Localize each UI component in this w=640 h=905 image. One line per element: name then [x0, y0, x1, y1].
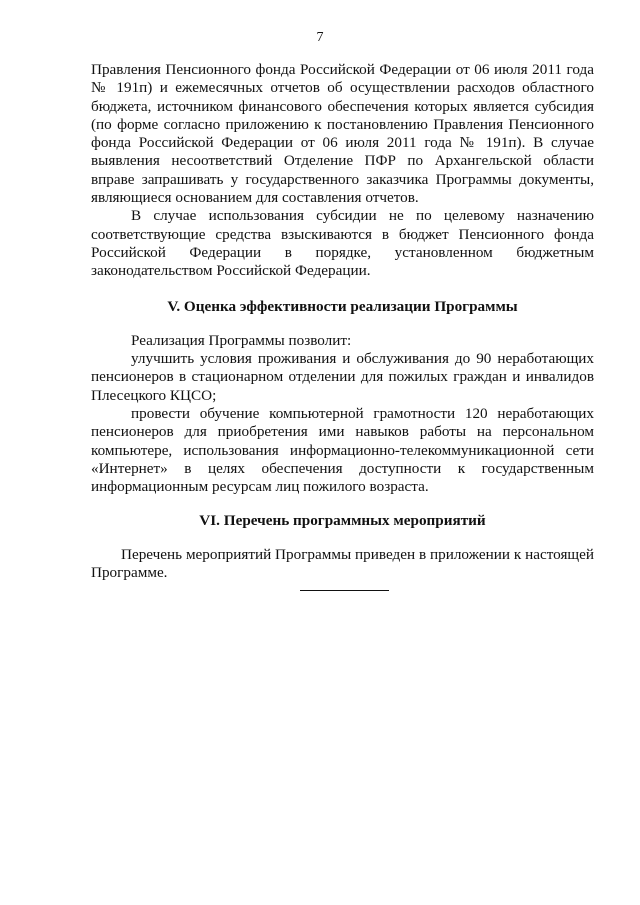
paragraph-activities-list: Перечень мероприятий Программы приведен в приложении к настоящей Программе. — [91, 545, 594, 582]
paragraph-program-allows: Реализация Программы позволит: — [131, 331, 352, 349]
separator-line — [300, 590, 389, 591]
document-body — [91, 61, 594, 582]
paragraph-subsidy-misuse: В случае использования субсидии не по целевому назначению соответствующие средства взыскиваются в бюджет Пенсионного фонда Российской Федерации в порядке, установленном бюджетным законодательством Российской Федерации. — [91, 207, 594, 280]
section-heading-efficiency: V. Оценка эффективности реализации Программы — [167, 297, 518, 315]
paragraph-improve-conditions: улучшить условия проживания и обслуживания до 90 неработающих пенсионеров в стационарном отделении для пожилых граждан и инвалидов Плесецкого КЦСО; — [91, 350, 594, 404]
paragraph-computer-training: провести обучение компьютерной грамотности 120 неработающих пенсионеров для приобретения ими навыков работы на персональном компьютере, использования информационно-телекоммуникационной сети «Интернет» в целях обеспечения доступности к государственным информационным ресурсам лиц пожилого возраста. — [91, 405, 594, 496]
paragraph-report-forms: Правления Пенсионного фонда Российской Федерации от 06 июля 2011 года № 191п) и ежемесячных отчетов об осуществлении расходов областного бюджета, источником финансового обеспечения которых является субсидия (по форме согласно приложению к постановлению Правления Пенсионного фонда Российской Федерации от 06 июля 2011 года № 191п). В случае выявления несоответствий Отделение ПФР по Архангельской области вправе запрашивать у государственного заказчика Программы документы, являющиеся основанием для составления отчетов. — [91, 61, 594, 207]
page-number: 7 — [316, 30, 324, 45]
section-heading-activities: VI. Перечень программных мероприятий — [199, 511, 486, 529]
